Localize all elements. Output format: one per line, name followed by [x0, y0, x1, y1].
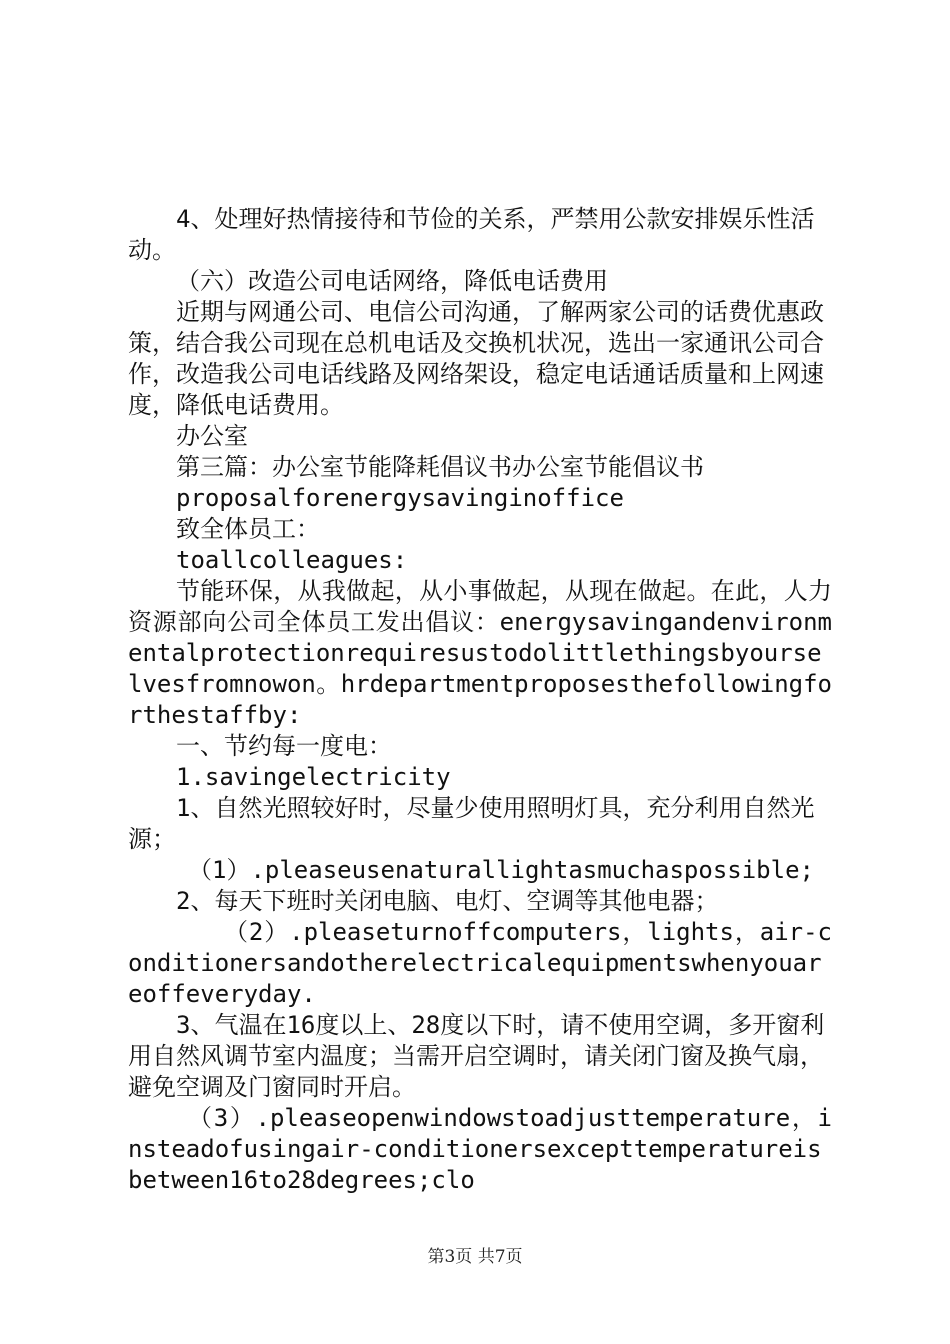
heading-save-electricity: 一、节约每一度电：	[176, 732, 392, 760]
page-number-footer: 第3页 共7页	[427, 1247, 523, 1267]
chapter-title-english: proposalforenergysavinginoffice	[176, 484, 624, 512]
item-turn-off-devices-english: （2）.pleaseturnoffcomputers，lights，air-conditionersandotherelectricalequipmentswhenyouareoffeveryday.	[128, 918, 832, 1008]
item-air-conditioning-english: （3）.pleaseopenwindowstoadjusttemperature，insteadofusingair-conditionersexcepttemperatureisbetween16to28degrees;clo	[128, 1104, 832, 1194]
heading-save-electricity-english: 1.savingelectricity	[176, 763, 451, 791]
document-body	[128, 204, 832, 1196]
item-turn-off-devices: 2、每天下班时关闭电脑、电灯、空调等其他电器；	[176, 887, 719, 915]
chapter-title: 第三篇：办公室节能降耗倡议书办公室节能倡议书	[176, 453, 704, 481]
salutation-english: toallcolleagues:	[176, 546, 408, 574]
salutation: 致全体员工：	[176, 515, 320, 543]
item-natural-light-english: （1）.pleaseusenaturallightasmuchaspossible;	[188, 856, 814, 884]
paragraph-proposal-intro: 节能环保，从我做起，从小事做起，从现在做起。在此，人力资源部向公司全体员工发出倡议：energysavingandenvironmentalprotectionrequiresustodolittlethingsbyourselvesfromnowon。hrdepartmentproposesthefollowingforthestaffby:	[128, 577, 832, 729]
signature-office: 办公室	[176, 422, 248, 450]
paragraph-reception-rule: 4、处理好热情接待和节俭的关系，严禁用公款安排娱乐性活动。	[128, 205, 815, 264]
item-air-conditioning: 3、气温在16度以上、28度以下时，请不使用空调，多开窗利用自然风调节室内温度；当需开启空调时，请关闭门窗及换气扇，避免空调及门窗同时开启。	[128, 1011, 825, 1101]
section-heading-phone-network: （六）改造公司电话网络，降低电话费用	[176, 267, 608, 295]
item-natural-light: 1、自然光照较好时，尽量少使用照明灯具，充分利用自然光源；	[128, 794, 815, 853]
paragraph-phone-network: 近期与网通公司、电信公司沟通，了解两家公司的话费优惠政策，结合我公司现在总机电话及交换机状况，选出一家通讯公司合作，改造我公司电话线路及网络架设，稳定电话通话质量和上网速度，降低电话费用。	[128, 298, 824, 419]
